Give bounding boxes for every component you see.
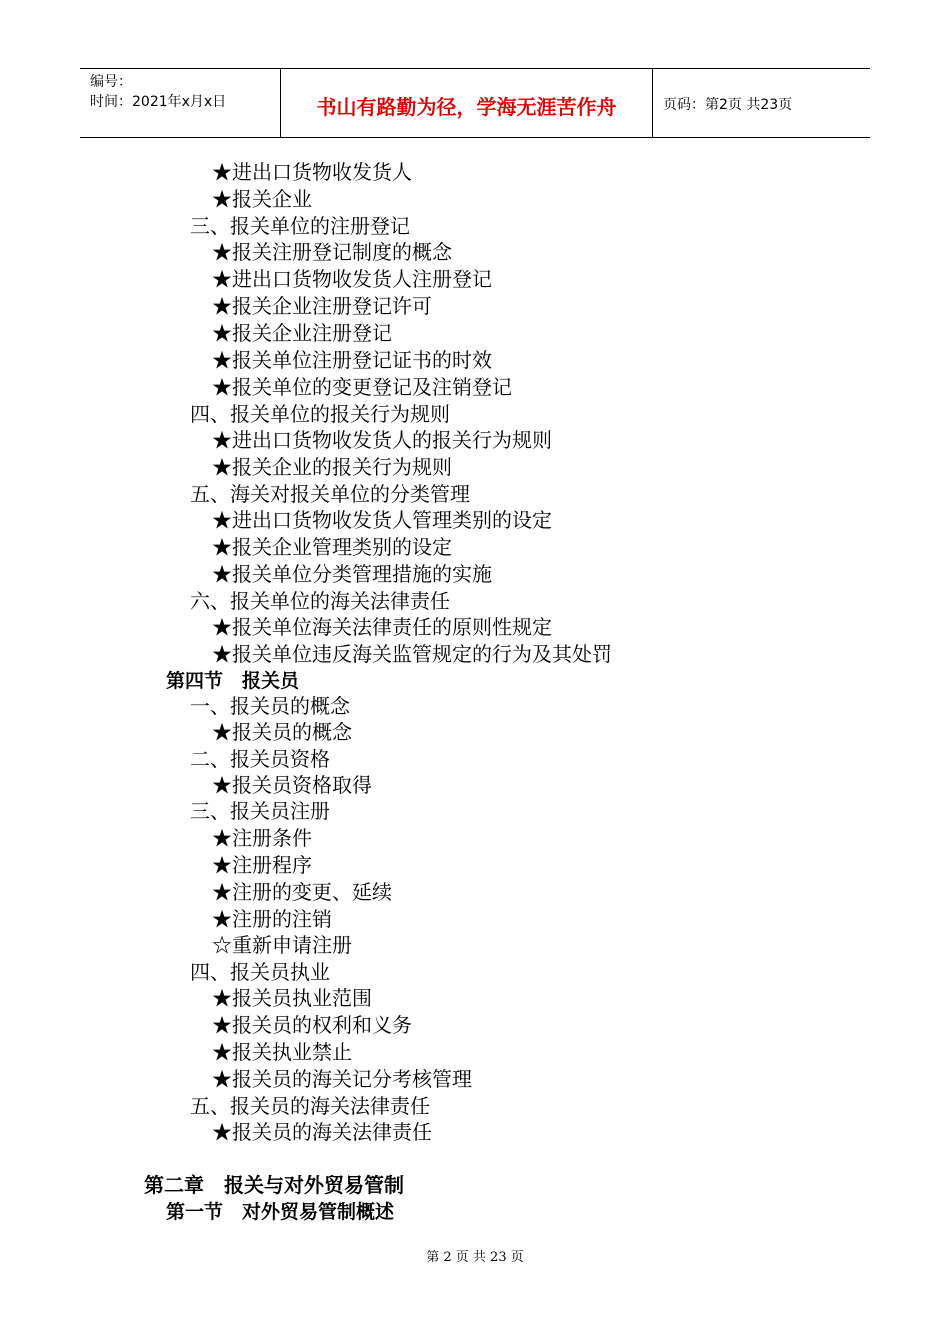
outline-line: ★报关注册登记制度的概念 xyxy=(212,240,452,264)
header-middle-cell xyxy=(281,69,653,137)
page-footer: 第 2 页 共 23 页 xyxy=(426,1250,524,1265)
outline-heading: 五、报关员的海关法律责任 xyxy=(190,1094,430,1118)
outline-line: ★报关员资格取得 xyxy=(212,773,372,797)
document-time-label: 时间：2021年x月x日 xyxy=(90,94,227,110)
chapter-title: 第二章 报关与对外贸易管制 xyxy=(144,1173,404,1197)
outline-heading: 三、报关员注册 xyxy=(190,799,330,823)
header-left-cell xyxy=(80,69,281,137)
outline-line: ★注册条件 xyxy=(212,826,312,850)
outline-heading: 四、报关员执业 xyxy=(190,960,330,984)
document-number-label: 编号： xyxy=(90,74,132,90)
outline-line: ★报关企业注册登记许可 xyxy=(212,294,432,318)
outline-line: ★报关员执业范围 xyxy=(212,986,372,1010)
outline-line: ★报关员的权利和义务 xyxy=(212,1013,412,1037)
outline-line: ★注册的注销 xyxy=(212,907,332,931)
outline-line: ★进出口货物收发货人注册登记 xyxy=(212,267,492,291)
outline-line: ★报关单位违反海关监管规定的行为及其处罚 xyxy=(212,642,612,666)
outline-heading: 四、报关单位的报关行为规则 xyxy=(190,402,450,426)
outline-heading: 三、报关单位的注册登记 xyxy=(190,214,410,238)
outline-line: ★报关执业禁止 xyxy=(212,1040,352,1064)
outline-line: ★注册的变更、延续 xyxy=(212,880,392,904)
outline-line: ★进出口货物收发货人的报关行为规则 xyxy=(212,428,552,452)
outline-heading: 二、报关员资格 xyxy=(190,747,330,771)
outline-heading: 五、海关对报关单位的分类管理 xyxy=(190,482,470,506)
outline-line: ★报关单位分类管理措施的实施 xyxy=(212,562,492,586)
outline-line: ★进出口货物收发货人 xyxy=(212,160,412,184)
outline-heading: 一、报关员的概念 xyxy=(190,694,350,718)
outline-heading: 六、报关单位的海关法律责任 xyxy=(190,589,450,613)
section-title: 第一节 对外贸易管制概述 xyxy=(166,1201,395,1223)
header-page-code: 页码：第2页 共23页 xyxy=(663,97,793,113)
outline-line: ★报关企业 xyxy=(212,187,312,211)
outline-line: ★报关员的海关法律责任 xyxy=(212,1120,432,1144)
page-header xyxy=(80,68,870,138)
header-right-cell xyxy=(653,69,870,137)
outline-line: ★报关员的海关记分考核管理 xyxy=(212,1067,472,1091)
header-motto: 书山有路勤为径，学海无涯苦作舟 xyxy=(316,95,617,119)
outline-line: ★报关企业注册登记 xyxy=(212,321,392,345)
outline-line: ★进出口货物收发货人管理类别的设定 xyxy=(212,508,552,532)
outline-line: ★报关企业的报关行为规则 xyxy=(212,455,452,479)
outline-line: ★报关单位的变更登记及注销登记 xyxy=(212,375,512,399)
outline-line: ★报关单位注册登记证书的时效 xyxy=(212,348,492,372)
outline-line: ★报关员的概念 xyxy=(212,720,352,744)
section-title: 第四节 报关员 xyxy=(166,670,300,692)
outline-line: ★报关单位海关法律责任的原则性规定 xyxy=(212,615,552,639)
outline-line: ☆重新申请注册 xyxy=(212,933,352,957)
outline-line: ★报关企业管理类别的设定 xyxy=(212,535,452,559)
outline-line: ★注册程序 xyxy=(212,853,312,877)
